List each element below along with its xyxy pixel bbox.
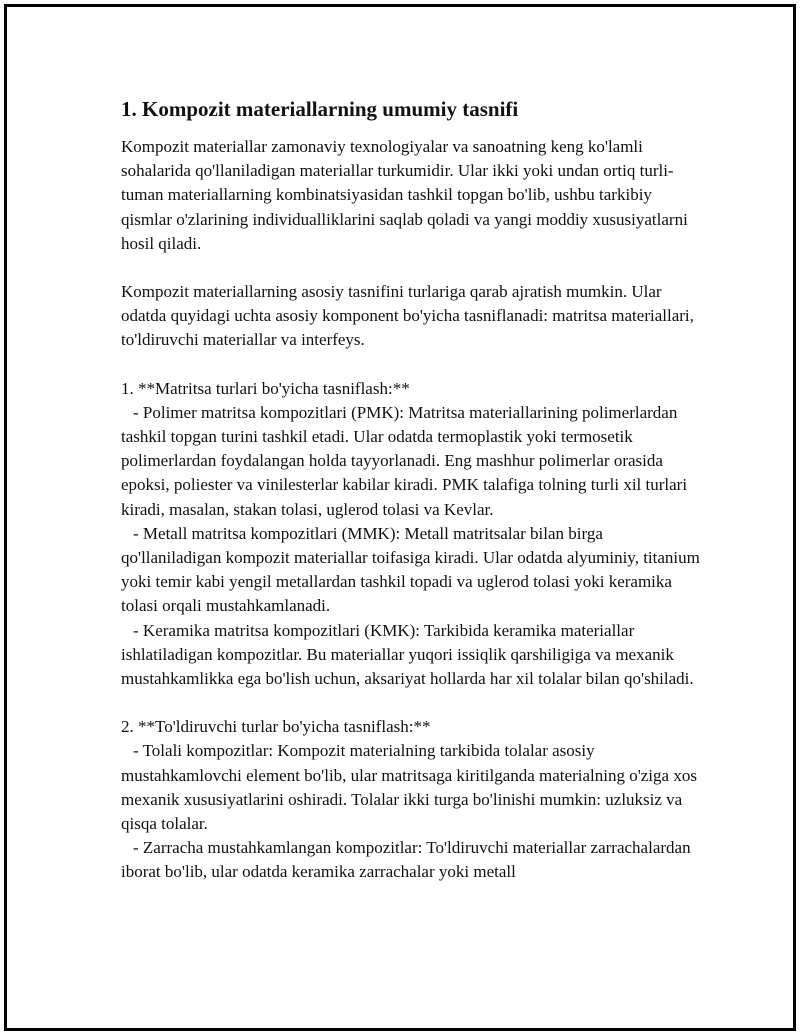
document-content [121,93,701,909]
classification-paragraph: Kompozit materiallarning asosiy tasnifini turlariga qarab ajratish mumkin. Ular odatda quyidagi uchta asosiy komponent bo'yicha tasniflanadi: matritsa materiallari, to'ldiruvchi materiallar va interfeys. [121,282,694,350]
document-page [4,4,796,1031]
list-item-title: 2. **To'ldiruvchi turlar bo'yicha tasniflash:** [121,717,431,737]
list-item-title: 1. **Matritsa turlari bo'yicha tasniflash:** [121,378,410,398]
list-subitem-particle: - Zarracha mustahkamlangan kompozitlar: To'ldiruvchi materiallar zarrachalardan iborat bo'lib, ular odatda keramika zarrachalar yoki metall [121,838,691,882]
list-subitem-pmk: - Polimer matritsa kompozitlari (PMK): Matritsa materiallarining polimerlardan tashkil topgan turini tashkil etadi. Ular odatda termoplastik yoki termosetik polimerlardan foydalangan holda tayyorlanadi. Eng mashhur polimerlar orasida epoksi, poliester va vinilesterlar kabilar kiradi. PMK talafiga tolning turli xil turlari kiradi, masalan, stakan tolasi, uglerod tolasi va Kevlar. [121,402,688,519]
intro-paragraph: Kompozit materiallar zamonaviy texnologiyalar va sanoatning keng ko'lamli sohalarida qo'llaniladigan materiallar turkumidir. Ular ikki yoki undan ortiq turli-tuman materiallarning kombinatsiyasidan tashkil topgan bo'lib, ushbu tarkibiy qismlar o'zlarining individualliklarini saqlab qoladi va yangi moddiy xususiyatlarni hosil qiladi. [121,137,688,253]
list-subitem-kmk: - Keramika matritsa kompozitlari (KMK): Tarkibida keramika materiallar ishlatiladigan kompozitlar. Bu materiallar yuqori issiqlik qarshiligiga va mexanik mustahkamlikka ega bo'lish uchun, aksariyat hollarda har xil tolalar bilan qo'shiladi. [121,620,694,689]
filler-classification-section [121,715,701,884]
section-heading: 1. Kompozit materiallarning umumiy tasnifi [121,97,519,121]
list-subitem-mmk: - Metall matritsa kompozitlari (MMK): Metall matritsalar bilan birga qo'llaniladigan kompozit materiallar toifasiga kiradi. Ular odatda alyuminiy, titanium yoki temir kabi yengil metallardan tashkil topadi va uglerod tolasi yoki keramika tolasi orqali mustahkamlanadi. [121,523,700,616]
matrix-classification-section [121,377,701,692]
list-subitem-fiber: - Tolali kompozitlar: Kompozit materialning tarkibida tolalar asosiy mustahkamlovchi element bo'lib, ular matritsaga kiritilganda materialning o'ziga xos mexanik xususiyatlarini oshiradi. Tolalar ikki turga bo'linishi mumkin: uzluksiz va qisqa tolalar. [121,741,697,834]
